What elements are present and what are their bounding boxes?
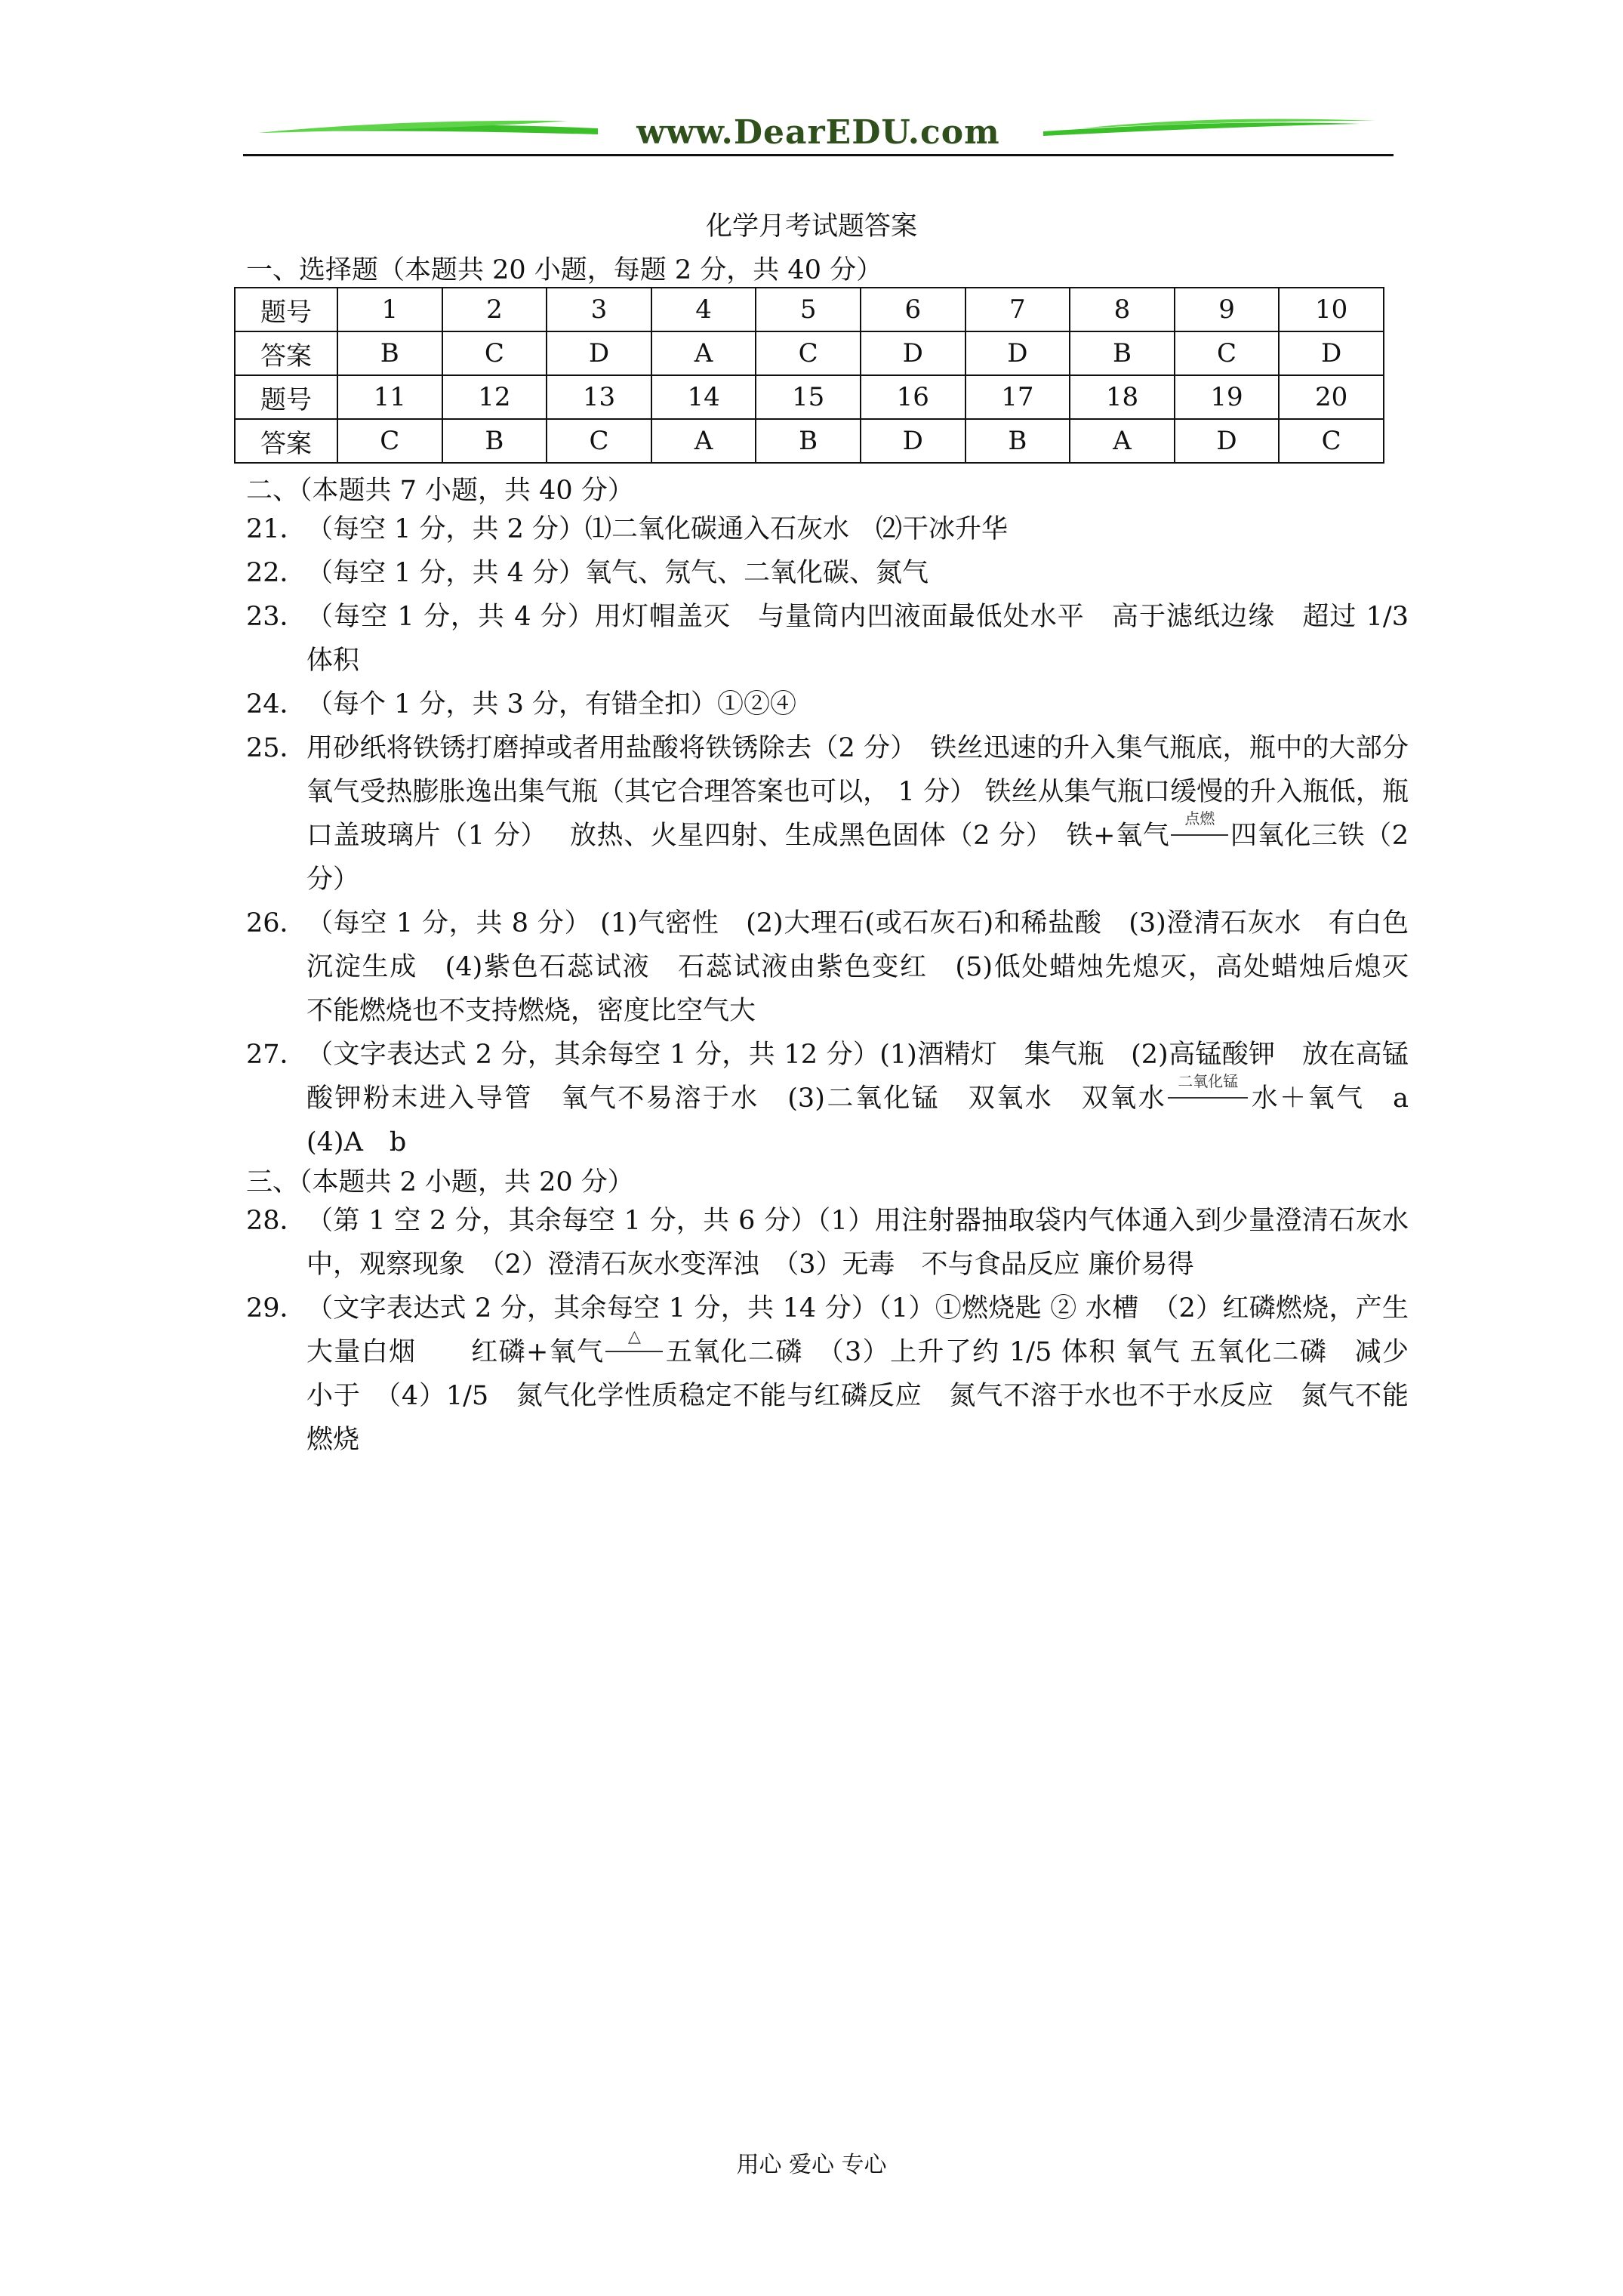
table-cell: A xyxy=(651,419,756,463)
row-label: 题号 xyxy=(235,375,337,419)
answer-text: 用砂纸将铁锈打磨掉或者用盐酸将铁锈除去（2 分） 铁丝迅速的升入集气瓶底，瓶中的大部分氧气受热膨胀逸出集气瓶（其它合理答案也可以， 1 分） 铁丝从集气瓶口缓慢的升入瓶低，瓶口盖玻璃片（1 分） 放热、火星四射、生成黑色固体（2 分） 铁+氧气 xyxy=(306,733,1409,851)
section-1-heading: 一、选择题（本题共 20 小题，每题 2 分，共 40 分） xyxy=(246,255,883,285)
table-cell: D xyxy=(1175,419,1280,463)
question-number: 28． xyxy=(246,1206,306,1236)
table-row xyxy=(235,375,1384,419)
table-cell: C xyxy=(442,331,547,375)
table-cell: 20 xyxy=(1279,375,1384,419)
table-cell: D xyxy=(861,331,965,375)
reaction-condition xyxy=(1169,809,1230,858)
answer-text: （第 1 空 2 分，其余每空 1 分，共 6 分）（1）用注射器抽取袋内气体通入到少量澄清石灰水中，观察现象 （2）澄清石灰水变浑浊 （3）无毒 不与食品反应 廉价易得 xyxy=(306,1206,1409,1280)
table-cell: 10 xyxy=(1279,288,1384,331)
question-23 xyxy=(246,595,1409,683)
answer-text: （文字表达式 2 分，其余每空 1 分，共 14 分）（1）①燃烧匙 ② 水槽 （2）红磷燃烧，产生大量白烟 红磷+氧气 xyxy=(306,1293,1409,1367)
table-cell: 19 xyxy=(1175,375,1280,419)
table-cell: 7 xyxy=(965,288,1070,331)
table-cell: C xyxy=(756,331,861,375)
table-cell: B xyxy=(1070,331,1175,375)
question-number: 23． xyxy=(246,602,306,632)
question-24 xyxy=(246,683,1409,726)
table-cell: B xyxy=(756,419,861,463)
answer-text: 四氧化三铁（2 分） xyxy=(306,821,1409,895)
row-label: 题号 xyxy=(235,288,337,331)
question-number: 24． xyxy=(246,689,306,720)
table-cell: 6 xyxy=(861,288,965,331)
site-header xyxy=(243,98,1394,159)
answer-text: （每空 1 分，共 8 分） (1)气密性 (2)大理石(或石灰石)和稀盐酸 (3)澄清石灰水 有白色沉淀生成 (4)紫色石蕊试液 石蕊试液由紫色变红 (5)低处蜡烛先熄灭，高处蜡烛后熄灭 不能燃烧也不支持燃烧，密度比空气大 xyxy=(306,908,1436,1026)
answer-table xyxy=(234,287,1384,464)
condition-label: 点燃 xyxy=(1184,809,1215,827)
reaction-condition xyxy=(1166,1072,1249,1120)
answer-text: （每空 1 分，共 2 分）⑴二氧化碳通入石灰水 ⑵干冰升华 xyxy=(306,514,1009,544)
table-cell: C xyxy=(1175,331,1280,375)
table-cell: C xyxy=(1279,419,1384,463)
answer-text: （每空 1 分，共 4 分）用灯帽盖灭 与量筒内凹液面最低处水平 高于滤纸边缘 超过 1/3 体积 xyxy=(306,602,1409,676)
question-number: 25． xyxy=(246,733,306,763)
table-row xyxy=(235,331,1384,375)
heat-triangle-icon: △ xyxy=(628,1327,641,1346)
answer-text: （每个 1 分，共 3 分，有错全扣）①②④ xyxy=(306,689,797,720)
table-cell: 11 xyxy=(337,375,442,419)
page-footer: 用心 爱心 专心 xyxy=(736,2152,887,2178)
answer-text: 水＋氧气 a (4)A b xyxy=(306,1083,1436,1157)
question-number: 26． xyxy=(246,908,306,938)
table-cell: 13 xyxy=(547,375,651,419)
answer-text: （每空 1 分，共 4 分）氧气、氖气、二氧化碳、氮气 xyxy=(306,558,929,588)
question-21 xyxy=(246,507,1409,551)
table-cell: 15 xyxy=(756,375,861,419)
table-cell: D xyxy=(861,419,965,463)
table-cell: 12 xyxy=(442,375,547,419)
table-cell: 4 xyxy=(651,288,756,331)
table-cell: 5 xyxy=(756,288,861,331)
question-number: 27． xyxy=(246,1040,306,1070)
question-25 xyxy=(246,726,1409,901)
question-29 xyxy=(246,1287,1436,1462)
row-label: 答案 xyxy=(235,419,337,463)
question-26 xyxy=(246,901,1436,1033)
table-row xyxy=(235,419,1384,463)
table-cell: A xyxy=(651,331,756,375)
table-cell: 14 xyxy=(651,375,756,419)
table-cell: A xyxy=(1070,419,1175,463)
reaction-condition xyxy=(604,1327,664,1374)
table-cell: 2 xyxy=(442,288,547,331)
header-rule xyxy=(243,154,1394,156)
site-url: www.DearEDU.com xyxy=(636,113,1000,152)
condition-label: 二氧化锰 xyxy=(1178,1072,1239,1090)
row-label: 答案 xyxy=(235,331,337,375)
answer-text: 五氧化二磷 （3）上升了约 1/5 体积 氧气 五氧化二磷 减少 小于 （4）1/5 氮气化学性质稳定不能与红磷反应 氮气不溶于水也不于水反应 氮气不能燃烧 xyxy=(306,1337,1436,1455)
table-cell: B xyxy=(965,419,1070,463)
table-cell: 3 xyxy=(547,288,651,331)
table-cell: C xyxy=(337,419,442,463)
table-cell: C xyxy=(547,419,651,463)
table-cell: 18 xyxy=(1070,375,1175,419)
question-27 xyxy=(246,1033,1436,1164)
table-cell: 17 xyxy=(965,375,1070,419)
table-cell: D xyxy=(547,331,651,375)
table-row xyxy=(235,288,1384,331)
question-28 xyxy=(246,1199,1409,1287)
question-number: 29． xyxy=(246,1293,306,1324)
table-cell: B xyxy=(337,331,442,375)
table-cell: 1 xyxy=(337,288,442,331)
section-2-heading: 二、（本题共 7 小题，共 40 分） xyxy=(246,476,634,506)
table-cell: 9 xyxy=(1175,288,1280,331)
question-number: 21． xyxy=(246,514,306,544)
page-title: 化学月考试题答案 xyxy=(705,211,917,242)
table-cell: D xyxy=(965,331,1070,375)
answer-text: （文字表达式 2 分，其余每空 1 分，共 12 分）(1)酒精灯 集气瓶 (2)高锰酸钾 放在高锰酸钾粉末进入导管 氧气不易溶于水 (3)二氧化锰 双氧水 双氧水 xyxy=(306,1040,1409,1114)
table-cell: 8 xyxy=(1070,288,1175,331)
question-22 xyxy=(246,551,1409,595)
table-cell: B xyxy=(442,419,547,463)
table-cell: D xyxy=(1279,331,1384,375)
question-number: 22． xyxy=(246,558,306,588)
table-cell: 16 xyxy=(861,375,965,419)
section-3-heading: 三、（本题共 2 小题，共 20 分） xyxy=(246,1167,634,1197)
